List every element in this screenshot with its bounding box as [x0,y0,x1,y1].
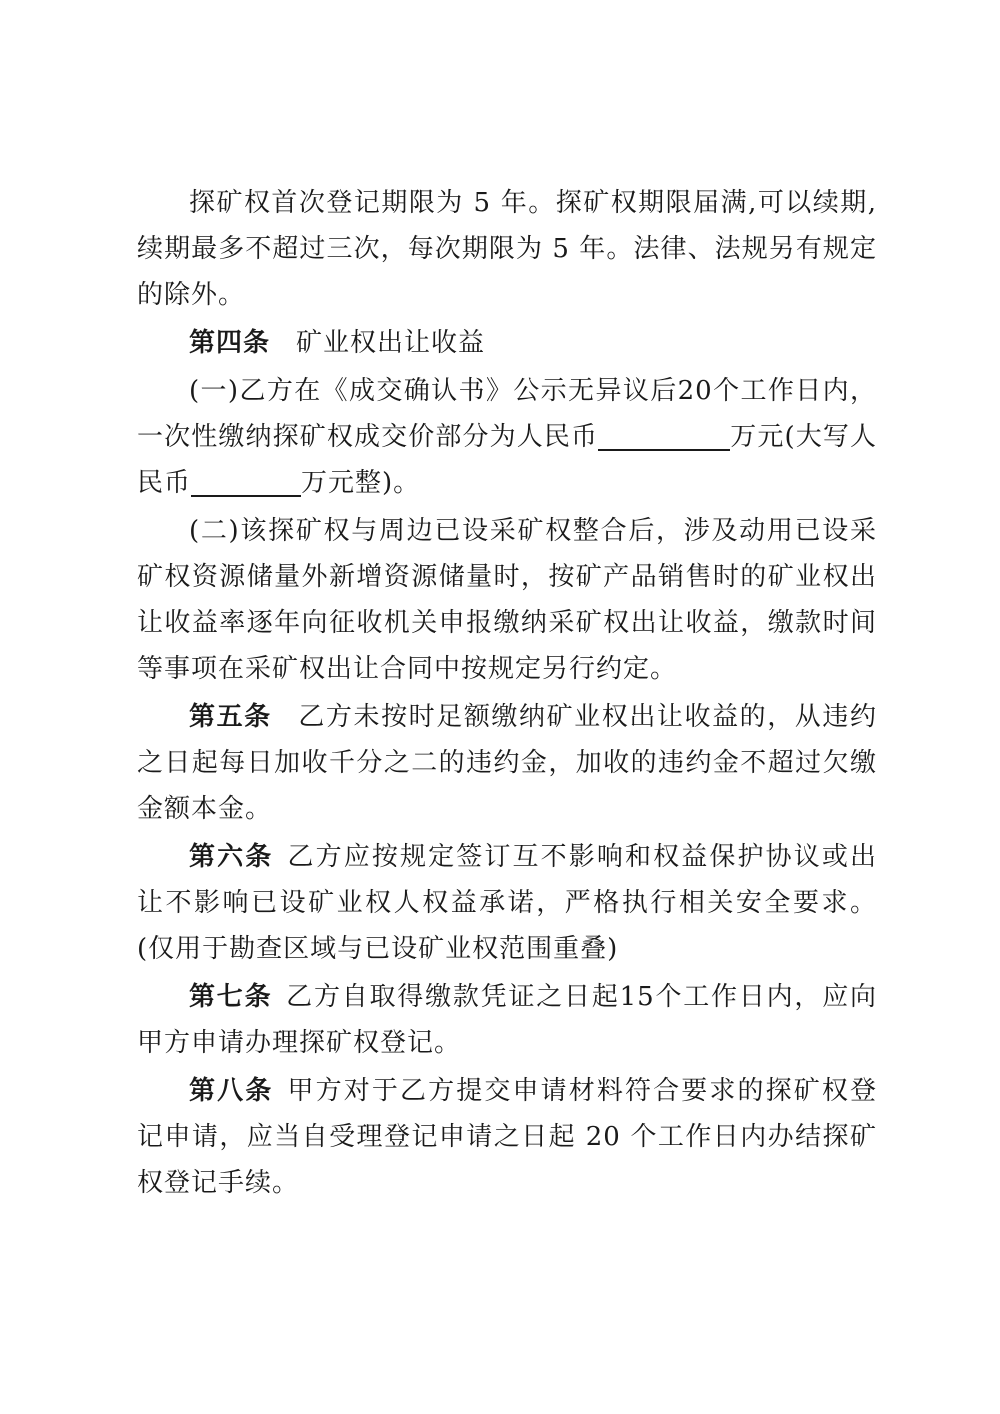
article-5 [137,694,877,832]
article-7-text: 乙方自取得缴款凭证之日起15个工作日内，应向甲方申请办理探矿权登记。 [137,982,877,1058]
article-4-item-2: (二)该探矿权与周边已设采矿权整合后，涉及动用已设采矿权资源储量外新增资源储量时，按矿产品销售时的矿业权出让收益率逐年向征收机关申报缴纳采矿权出让收益，缴款时间等事项在采矿权出让合同中按规定另行约定。 [137,516,877,684]
amount-blank [598,419,730,451]
article-4-heading [137,320,877,366]
article-8-text: 甲方对于乙方提交申请材料符合要求的探矿权登记申请，应当自受理登记申请之日起 20 个工作日内办结探矿权登记手续。 [137,1076,877,1198]
article-7 [137,974,877,1066]
item-1-text-b: 万元(大写人民币 [137,422,877,498]
article-8 [137,1068,877,1206]
article-4-title: 矿业权出让收益 [296,328,486,358]
article-8-label: 第八条 [189,1076,274,1106]
article-5-text: 乙方未按时足额缴纳矿业权出让收益的，从违约之日起每日加收千分之二的违约金，加收的违约金不超过欠缴金额本金。 [137,702,877,824]
item-1-text-c: 万元整)。 [301,468,421,498]
article-6-label: 第六条 [189,842,274,872]
item-1-text-a: (一)乙方在《成交确认书》公示无异议后20个工作日内，一次性缴纳探矿权成交价部分为人民币 [137,376,877,452]
article-6-text: 乙方应按规定签订互不影响和权益保护协议或出让不影响已设矿业权人权益承诺，严格执行相关安全要求。(仅用于勘查区域与已设矿业权范围重叠) [137,842,877,964]
article-4-label: 第四条 [189,328,271,358]
article-6 [137,834,877,972]
article-5-label: 第五条 [189,702,272,732]
paragraph-exploration-term: 探矿权首次登记期限为 5 年。探矿权期限届满,可以续期,续期最多不超过三次，每次期限为 5 年。法律、法规另有规定的除外。 [137,188,877,310]
article-4-item-1 [137,368,877,506]
article-7-label: 第七条 [189,982,273,1012]
amount-uppercase-blank [191,465,301,497]
document-body [137,180,877,1206]
